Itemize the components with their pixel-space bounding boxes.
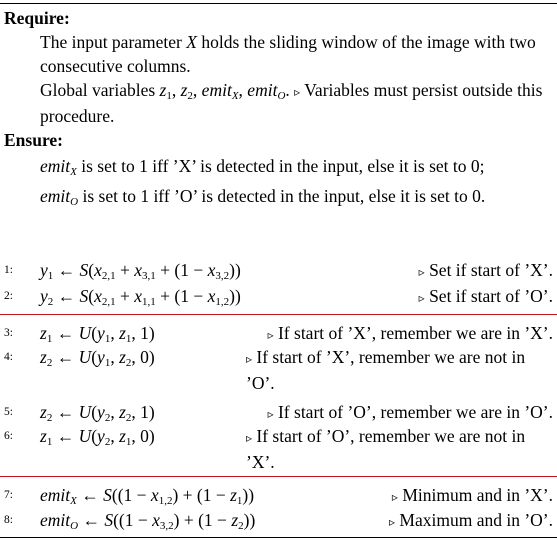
step-7 — [0, 483, 557, 507]
require-line-2: Global variables $z_1$, $z_2$, emit$_X$, emit$_O$. ▹ Variables must persist outside this procedure. — [40, 80, 543, 126]
line-number: 8: — [4, 514, 13, 526]
line-number: 6: — [4, 430, 13, 442]
line-number: 5: — [4, 406, 13, 418]
step-expression: $z_1$ ← $U(y_1$, $z_1$, 1) — [40, 323, 155, 345]
line-number: 7: — [4, 489, 13, 501]
comment-triangle-icon: ▹ — [267, 328, 274, 342]
step-1 — [0, 258, 557, 282]
line-number: 4: — [4, 351, 13, 363]
ensure-block — [0, 128, 557, 208]
step-expression: $y_2$ ← $S(x_{2,1} + x_{1,1} + (1 - x_{1,2}))$ — [40, 286, 241, 308]
comment-triangle-icon: ▹ — [389, 515, 396, 529]
comment-triangle-icon: ▹ — [294, 85, 301, 99]
ensure-heading: Ensure: — [4, 130, 63, 150]
line-number: 1: — [4, 264, 13, 276]
step-expression: $y_1$ ← $S(x_{2,1} + x_{3,1} + (1 - x_{3,2}))$ — [40, 260, 241, 282]
comment-triangle-icon: ▹ — [246, 352, 253, 366]
comment-triangle-icon: ▹ — [391, 490, 398, 504]
line-number: 3: — [4, 327, 13, 339]
bottom-rule — [0, 537, 557, 538]
comment-triangle-icon: ▹ — [246, 431, 253, 445]
comment-triangle-icon: ▹ — [418, 291, 425, 305]
step-8 — [0, 508, 557, 532]
ensure-line-1: emit$_X$ is set to 1 iff ’X’ is detected in the input, else it is set to 0; — [40, 156, 485, 178]
require-block — [0, 6, 557, 128]
step-comment: ▹ Set if start of ’X’. — [418, 260, 553, 280]
step-comment: ▹ If start of ’O’, remember we are in ’O’. — [267, 402, 553, 422]
step-expression: $z_2$ ← $U(y_2$, $z_2$, 1) — [40, 402, 155, 424]
ensure-line-2: emit$_O$ is set to 1 iff ’O’ is detected in the input, else it is set to 0. — [40, 186, 486, 208]
step-6 — [0, 424, 557, 472]
step-4 — [0, 345, 557, 393]
separator-rule — [0, 314, 557, 315]
step-comment: ▹ If start of ’X’, remember we are not in ’O’. — [246, 347, 526, 393]
step-comment: ▹ Set if start of ’O’. — [418, 286, 553, 306]
step-expression: $z_1$ ← $U(y_2$, $z_1$, 0) — [40, 426, 155, 448]
comment-triangle-icon: ▹ — [418, 265, 425, 279]
line-number: 2: — [4, 290, 13, 302]
step-comment: ▹ Minimum and in ’X’. — [391, 485, 553, 505]
step-comment: ▹ Maximum and in ’O’. — [389, 510, 553, 530]
step-5 — [0, 400, 557, 424]
step-expression: emit$_X$ ← $S((1 - x_{1,2}) + (1 - z_1))$ — [40, 485, 255, 507]
top-rule — [0, 3, 557, 4]
step-expression: $z_2$ ← $U(y_1$, $z_2$, 0) — [40, 347, 155, 369]
step-expression: emit$_O$ ← $S((1 - x_{3,2}) + (1 - z_2))$ — [40, 510, 256, 532]
comment-triangle-icon: ▹ — [267, 407, 274, 421]
require-heading: Require: — [4, 8, 70, 28]
step-comment: ▹ If start of ’X’, remember we are in ’X’. — [267, 323, 553, 343]
step-2 — [0, 284, 557, 308]
require-line-1: The input parameter X holds the sliding window of the image with two consecutive columns. — [40, 32, 536, 76]
separator-rule — [0, 476, 557, 477]
step-3 — [0, 321, 557, 345]
step-comment: ▹ If start of ’O’, remember we are not in ’X’. — [246, 426, 526, 472]
